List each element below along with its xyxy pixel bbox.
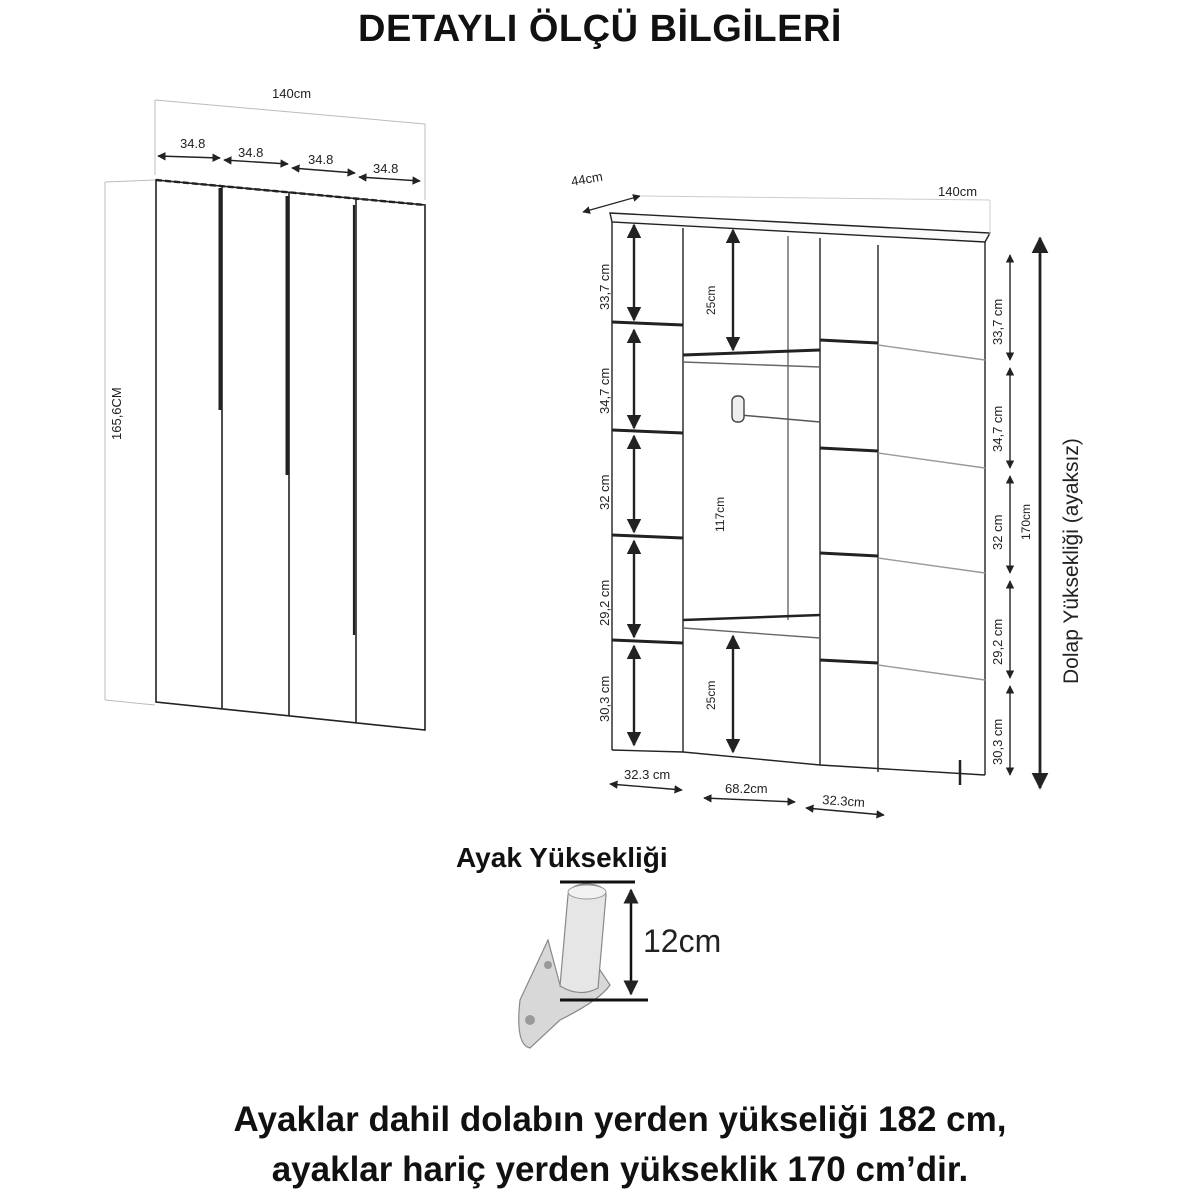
interior-width-label: 140cm xyxy=(938,184,978,199)
bottom-width-arrow-1 xyxy=(610,784,682,790)
door-width-arrow-1 xyxy=(158,156,220,158)
depth-arrow xyxy=(583,196,640,212)
front-height-label: 165,6CM xyxy=(109,387,124,440)
door-width-label-4: 34.8 xyxy=(373,161,399,176)
hanger-hook-icon xyxy=(732,396,744,422)
bottom-width-label-2: 68.2cm xyxy=(725,781,768,796)
bottom-width-arrow-2 xyxy=(704,798,795,802)
bottom-width-label-3: 32.3cm xyxy=(821,792,866,810)
vertical-caption: Dolap Yüksekliği (ayaksız) xyxy=(1060,438,1083,684)
left-shelf-label-1: 33,7 cm xyxy=(597,263,612,310)
left-shelf-label-5: 30,3 cm xyxy=(597,675,612,722)
right-shelf-label-4: 29,2 cm xyxy=(990,618,1005,665)
footer-note-line-1: Ayaklar dahil dolabın yerden yükseliği 182 cm, xyxy=(233,1100,1007,1139)
right-shelf-label-3: 32 cm xyxy=(990,514,1005,550)
footer-note-line-2: ayaklar hariç yerden yükseklik 170 cm’dir. xyxy=(271,1150,969,1189)
leg-height-label: 12cm xyxy=(643,923,722,959)
left-shelf-label-3: 32 cm xyxy=(597,474,612,510)
right-shelf-label-5: 30,3 cm xyxy=(990,718,1005,765)
left-shelf-label-4: 29,2 cm xyxy=(597,579,612,626)
cabinet-leg-icon xyxy=(519,882,648,1048)
door-width-arrow-2 xyxy=(224,160,288,164)
interior-view xyxy=(583,196,1040,815)
left-shelf-label-2: 34,7 cm xyxy=(597,367,612,414)
front-cabinet-outline xyxy=(156,180,425,730)
page-title: DETAYLI ÖLÇÜ BİLGİLERİ xyxy=(358,8,842,50)
front-view xyxy=(105,100,425,730)
door-width-label-1: 34.8 xyxy=(180,136,206,151)
center-bottom-label: 25cm xyxy=(704,680,718,710)
front-width-label: 140cm xyxy=(272,86,312,101)
leg-title: Ayak Yüksekliği xyxy=(456,842,668,873)
center-top-label: 25cm xyxy=(704,285,718,315)
door-width-arrow-4 xyxy=(359,177,420,181)
depth-label: 44cm xyxy=(569,168,604,189)
center-hanging-label: 117cm xyxy=(713,496,727,532)
door-width-arrow-3 xyxy=(292,168,355,173)
bottom-width-arrow-3 xyxy=(806,808,884,815)
door-width-label-3: 34.8 xyxy=(308,152,334,167)
right-shelf-label-2: 34,7 cm xyxy=(990,405,1005,452)
total-height-label: 170cm xyxy=(1019,503,1033,540)
door-width-label-2: 34.8 xyxy=(238,145,264,160)
bottom-width-label-1: 32.3 cm xyxy=(624,767,671,782)
right-shelf-label-1: 33,7 cm xyxy=(990,298,1005,345)
